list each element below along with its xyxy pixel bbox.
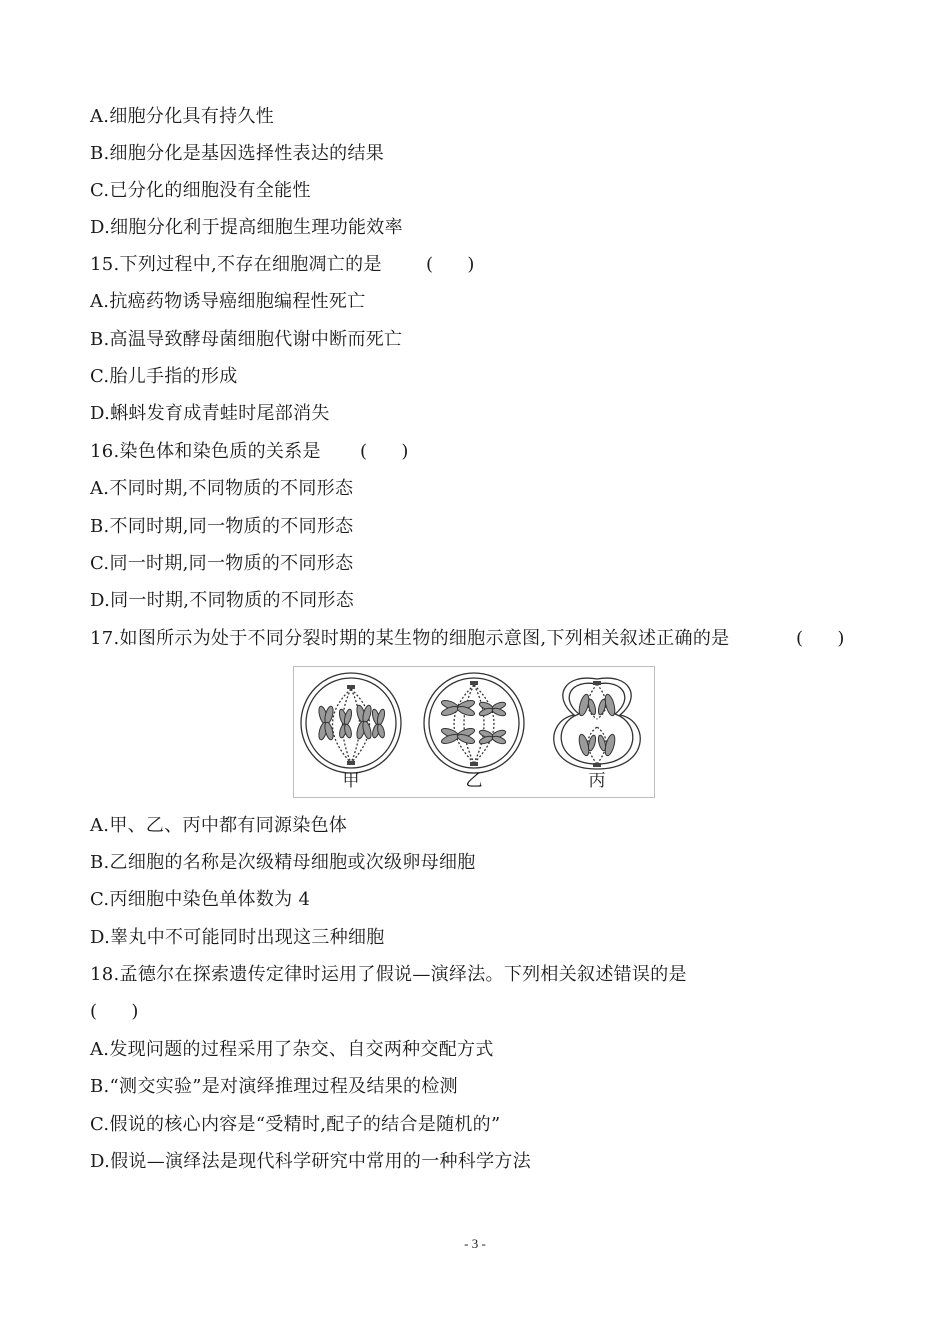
q15-option-c: C.胎儿手指的形成: [90, 366, 238, 387]
q14-option-d: D.细胞分化利于提高细胞生理功能效率: [90, 217, 403, 238]
q16-option-b: B.不同时期,同一物质的不同形态: [90, 516, 354, 537]
q18-option-c: C.假说的核心内容是“受精时,配子的结合是随机的”: [90, 1114, 501, 1135]
q16-option-c: C.同一时期,同一物质的不同形态: [90, 553, 354, 574]
q15-option-b: B.高温导致酵母菌细胞代谢中断而死亡: [90, 329, 403, 350]
q18-option-d: D.假说—演绎法是现代科学研究中常用的一种科学方法: [90, 1151, 532, 1172]
figure-label-bing: 丙: [588, 771, 606, 791]
q17-option-d: D.睾丸中不可能同时出现这三种细胞: [90, 927, 385, 948]
q17-stem: 17.如图所示为处于不同分裂时期的某生物的细胞示意图,下列相关叙述正确的是: [90, 628, 730, 649]
page-number: - 3 -: [464, 1236, 486, 1251]
q17-option-b: B.乙细胞的名称是次级精母细胞或次级卵母细胞: [90, 852, 476, 873]
q16-stem: 16.染色体和染色质的关系是: [90, 441, 321, 462]
q14-option-a: A.细胞分化具有持久性: [90, 106, 275, 127]
q15-option-a: A.抗癌药物诱导癌细胞编程性死亡: [90, 291, 366, 312]
q16-answer-paren: ( ): [360, 441, 409, 462]
q14-option-b: B.细胞分化是基因选择性表达的结果: [90, 143, 385, 164]
q16-option-a: A.不同时期,不同物质的不同形态: [90, 478, 354, 499]
q18-answer-paren: ( ): [90, 1001, 139, 1022]
q18-option-a: A.发现问题的过程采用了杂交、自交两种交配方式: [90, 1039, 494, 1060]
q17-option-a: A.甲、乙、丙中都有同源染色体: [90, 815, 348, 836]
q18-option-b: B.“测交实验”是对演绎推理过程及结果的检测: [90, 1076, 458, 1097]
q18-stem: 18.孟德尔在探索遗传定律时运用了假说—演绎法。下列相关叙述错误的是: [90, 964, 687, 985]
cell-division-figure: [293, 666, 655, 798]
q14-option-c: C.已分化的细胞没有全能性: [90, 180, 311, 201]
q16-option-d: D.同一时期,不同物质的不同形态: [90, 590, 355, 611]
q17-option-c: C.丙细胞中染色单体数为 4: [90, 889, 311, 910]
figure-label-yi: 乙: [465, 771, 483, 791]
q17-answer-paren: ( ): [796, 628, 845, 649]
q15-answer-paren: ( ): [426, 254, 475, 275]
q15-option-d: D.蝌蚪发育成青蛙时尾部消失: [90, 403, 330, 424]
q15-stem: 15.下列过程中,不存在细胞凋亡的是: [90, 254, 382, 275]
figure-label-jia: 甲: [342, 771, 360, 791]
